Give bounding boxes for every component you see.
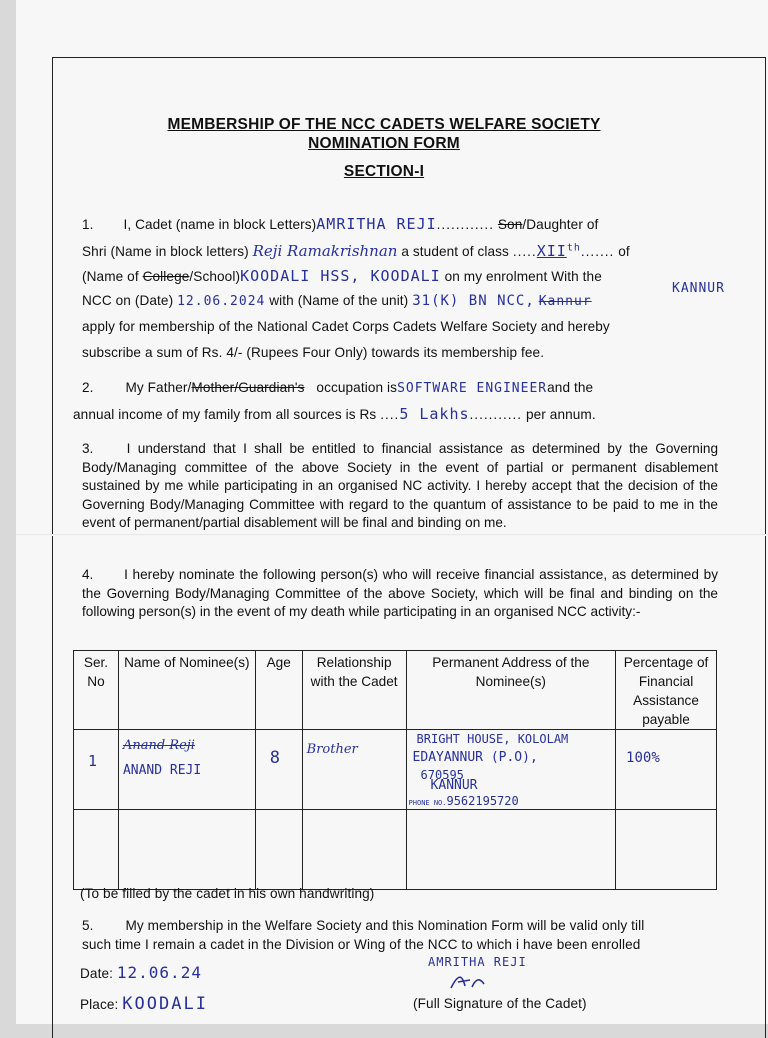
percentage-value: 100% [626, 750, 660, 766]
cell-nominee-name [118, 730, 255, 810]
unit-name: 31(K) BN NCC, [412, 293, 535, 309]
p2-line-1 [82, 380, 593, 396]
occupation-value: SOFTWARE ENGINEER [397, 381, 548, 396]
p2-line-2: annual income of my family from all sources is Rs ....5 Lakhs........... per annum. [73, 405, 596, 423]
p1-school-label: /School) [189, 269, 241, 284]
place-value: KOODALI [122, 994, 208, 1014]
header-relationship: Relationship with the Cadet [302, 651, 406, 730]
p4-number: 4. [82, 567, 94, 582]
address-phone [409, 794, 519, 808]
p2-occupation-label: occupation is [316, 380, 398, 395]
nominee-age: 8 [269, 748, 280, 768]
form-subtitle: NOMINATION FORM [308, 135, 460, 152]
signature-scribble [448, 972, 488, 992]
cell-percentage [616, 730, 717, 810]
p2-and-the: and the [547, 380, 594, 395]
unit-correction: KANNUR [672, 281, 725, 296]
class-value: XII [536, 242, 567, 260]
p5-line-1 [82, 918, 644, 933]
address-district: KANNUR [430, 778, 478, 793]
address-pin: 670595 [420, 768, 464, 782]
address-line-2: EDAYANNUR (P.O), [412, 750, 538, 765]
date-label: Date: [80, 966, 113, 981]
p1-label-father: Shri (Name in block letters) [82, 244, 249, 259]
class-suffix: th [566, 242, 581, 254]
table-row-empty [74, 810, 717, 890]
p1-label-date: NCC on (Date) [82, 293, 174, 308]
signature-caption: (Full Signature of the Cadet) [413, 996, 587, 1011]
p1-line-4 [82, 293, 592, 309]
p3-number: 3. [82, 441, 94, 456]
p1-line-6: subscribe a sum of Rs. 4/- (Rupees Four Only) towards its membership fee. [82, 345, 545, 360]
paper-fold [16, 534, 768, 536]
p2-income-label: annual income of my family from all sources is Rs [73, 407, 377, 422]
header-age: Age [255, 651, 302, 730]
phone-number: 9562195720 [446, 794, 519, 808]
p1-label-cadet-name: I, Cadet (name in block Letters) [123, 217, 317, 232]
p1-number: 1. [82, 217, 94, 232]
p2-number: 2. [82, 380, 94, 395]
p5-line-2: such time I remain a cadet in the Division or Wing of the NCC to which i have been enrolled [82, 937, 641, 952]
p3 [82, 440, 718, 533]
address-line-1: BRIGHT HOUSE, KOLOLAM [416, 732, 569, 746]
date-value: 12.06.24 [116, 963, 202, 982]
p1-daughter-of: /Daughter of [522, 217, 599, 232]
cell-address [406, 730, 616, 810]
ser-value: 1 [88, 752, 98, 770]
nominee-relation: Brother [306, 742, 358, 757]
income-value: 5 Lakhs [399, 405, 470, 423]
p1-college-struck: College [142, 269, 190, 284]
p5-text-1: My membership in the Welfare Society and this Nomination Form will be valid only till [125, 918, 645, 933]
cell-ser [74, 730, 119, 810]
p4-text: I hereby nominate the following person(s) who will receive financial assistance, as determined by the Governing Body/Managing Committee of the above Society, which will be final and binding on the following person(s) in the event of my death while participating in an organised NCC activity:- [82, 567, 718, 619]
p1-son-struck: Son [497, 217, 523, 232]
signature-name: AMRITHA REJI [428, 955, 527, 969]
unit-struck: Kannur [538, 294, 592, 309]
p2-per-annum: per annum. [525, 407, 596, 422]
p1-line-3 [82, 267, 602, 285]
p5-number: 5. [82, 918, 94, 933]
cell-relationship [302, 730, 406, 810]
nominee-name-struck: Anand Reji [122, 738, 195, 753]
p1-line-1: 1. I, Cadet (name in block Letters)AMRITHA REJI............ Son/Daughter of [82, 215, 599, 233]
date-field [80, 963, 202, 982]
table-row [74, 730, 717, 810]
father-name: Reji Ramakrishnan [252, 242, 398, 260]
p1-label-unit: with (Name of the unit) [269, 293, 409, 308]
p1-label-class: a student of class [401, 244, 509, 259]
p1-of: of [618, 244, 630, 259]
cell-age [255, 730, 302, 810]
nominee-name: ANAND REJI [122, 763, 202, 778]
nominee-table [73, 650, 717, 890]
p3-text: I understand that I shall be entitled to financial assistance as determined by the Governing Body/Managing committee of the above Society in the event of partial or permanent disablement sustained by me while participating in an organised NC activity. I hereby accept that the decision of the Governing Body/Managing Committee with regard to the quantum of assistance to be paid to me in the event of permanent/partial disablement will be final and binding on me. [82, 441, 719, 530]
header-address: Permanent Address of the Nominee(s) [406, 651, 616, 730]
p1-line-2: Shri (Name in block letters) Reji Ramakrishnan a student of class .....XIIth....... of [82, 242, 630, 260]
p2-father: My Father/ [125, 380, 192, 395]
p2-mother-struck: Mother/Guardian's [191, 380, 305, 395]
phone-label: PHONE NO. [408, 799, 447, 807]
handwriting-note: (To be filled by the cadet in his own handwriting) [80, 886, 375, 901]
enrolment-date: 12.06.2024 [177, 294, 266, 309]
p4 [82, 566, 718, 622]
school-name: KOODALI HSS, KOODALI [240, 267, 441, 285]
header-nominee-name: Name of Nominee(s) [118, 651, 255, 730]
section-heading: SECTION-I [343, 163, 425, 180]
p1-line-5: apply for membership of the National Cadet Corps Cadets Welfare Society and hereby [82, 319, 610, 334]
cadet-name: AMRITHA REJI [316, 215, 437, 233]
table-header-row [74, 651, 717, 730]
header-ser-no: Ser. No [74, 651, 119, 730]
header-percentage: Percentage of Financial Assistance payable [616, 651, 717, 730]
p1-name-of: (Name of [82, 269, 139, 284]
form-title: MEMBERSHIP OF THE NCC CADETS WELFARE SOCIETY [167, 116, 601, 133]
p1-enrolment-text: on my enrolment With the [444, 269, 602, 284]
place-label: Place: [80, 997, 119, 1012]
place-field [80, 994, 208, 1014]
